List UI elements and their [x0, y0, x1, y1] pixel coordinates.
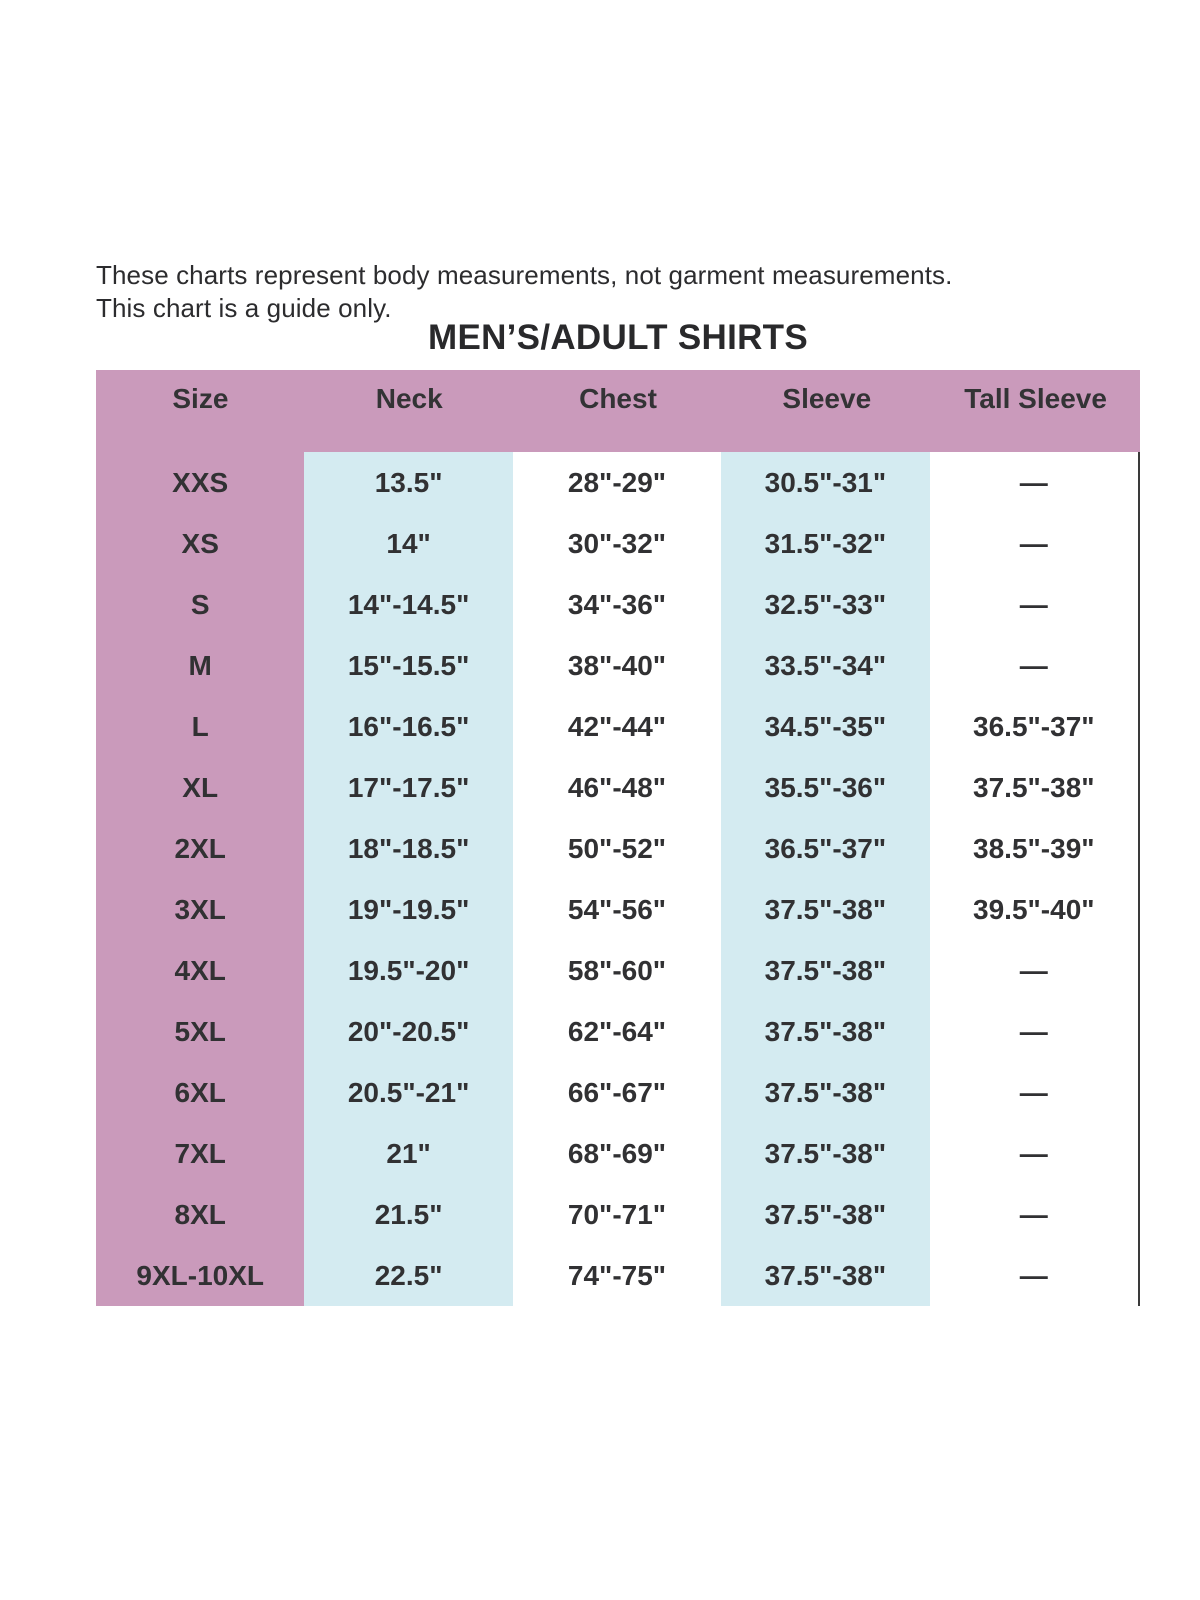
size-label-xs: XS [96, 513, 304, 574]
cell-7xl-tall-sleeve: — [930, 1123, 1138, 1184]
size-label-4xl: 4XL [96, 940, 304, 1001]
cell-xs-tall-sleeve: — [930, 513, 1138, 574]
cell-8xl-sleeve: 37.5"-38" [721, 1184, 929, 1245]
size-chart-table [96, 370, 1140, 1306]
cell-6xl-sleeve: 37.5"-38" [721, 1062, 929, 1123]
cell-2xl-sleeve: 36.5"-37" [721, 818, 929, 879]
cell-3xl-tall-sleeve: 39.5"-40" [930, 879, 1138, 940]
cell-5xl-tall-sleeve: — [930, 1001, 1138, 1062]
cell-2xl-tall-sleeve: 38.5"-39" [930, 818, 1138, 879]
disclaimer-line-2: This chart is a guide only. [96, 293, 392, 323]
cell-5xl-sleeve: 37.5"-38" [721, 1001, 929, 1062]
cell-5xl-neck: 20"-20.5" [304, 1001, 512, 1062]
column-header-neck: Neck [305, 370, 514, 452]
cell-xxs-chest: 28"-29" [513, 452, 721, 513]
cell-7xl-chest: 68"-69" [513, 1123, 721, 1184]
cell-s-tall-sleeve: — [930, 574, 1138, 635]
cell-4xl-chest: 58"-60" [513, 940, 721, 1001]
column-header-chest: Chest [514, 370, 723, 452]
cell-7xl-neck: 21" [304, 1123, 512, 1184]
cell-4xl-neck: 19.5"-20" [304, 940, 512, 1001]
cell-xl-sleeve: 35.5"-36" [721, 757, 929, 818]
cell-xs-chest: 30"-32" [513, 513, 721, 574]
cell-6xl-tall-sleeve: — [930, 1062, 1138, 1123]
cell-9xl-10xl-chest: 74"-75" [513, 1245, 721, 1306]
size-label-xxs: XXS [96, 452, 304, 513]
cell-xxs-tall-sleeve: — [930, 452, 1138, 513]
cell-2xl-neck: 18"-18.5" [304, 818, 512, 879]
cell-s-sleeve: 32.5"-33" [721, 574, 929, 635]
cell-3xl-neck: 19"-19.5" [304, 879, 512, 940]
table-body [96, 452, 1140, 1306]
cell-l-sleeve: 34.5"-35" [721, 696, 929, 757]
cell-9xl-10xl-tall-sleeve: — [930, 1245, 1138, 1306]
cell-9xl-10xl-neck: 22.5" [304, 1245, 512, 1306]
size-label-3xl: 3XL [96, 879, 304, 940]
size-label-2xl: 2XL [96, 818, 304, 879]
column-header-sleeve: Sleeve [722, 370, 931, 452]
cell-s-chest: 34"-36" [513, 574, 721, 635]
column-header-size: Size [96, 370, 305, 452]
cell-xxs-sleeve: 30.5"-31" [721, 452, 929, 513]
cell-6xl-neck: 20.5"-21" [304, 1062, 512, 1123]
cell-6xl-chest: 66"-67" [513, 1062, 721, 1123]
cell-8xl-chest: 70"-71" [513, 1184, 721, 1245]
size-label-7xl: 7XL [96, 1123, 304, 1184]
column-header-tall-sleeve: Tall Sleeve [931, 370, 1140, 452]
size-label-m: M [96, 635, 304, 696]
cell-m-tall-sleeve: — [930, 635, 1138, 696]
size-label-xl: XL [96, 757, 304, 818]
cell-9xl-10xl-sleeve: 37.5"-38" [721, 1245, 929, 1306]
cell-l-neck: 16"-16.5" [304, 696, 512, 757]
cell-8xl-neck: 21.5" [304, 1184, 512, 1245]
cell-xl-chest: 46"-48" [513, 757, 721, 818]
disclaimer-line-1: These charts represent body measurements, not garment measurements. [96, 260, 953, 290]
cell-m-neck: 15"-15.5" [304, 635, 512, 696]
cell-m-chest: 38"-40" [513, 635, 721, 696]
cell-xl-neck: 17"-17.5" [304, 757, 512, 818]
cell-7xl-sleeve: 37.5"-38" [721, 1123, 929, 1184]
cell-4xl-tall-sleeve: — [930, 940, 1138, 1001]
cell-xxs-neck: 13.5" [304, 452, 512, 513]
size-label-l: L [96, 696, 304, 757]
cell-s-neck: 14"-14.5" [304, 574, 512, 635]
table-header-row [96, 370, 1140, 452]
cell-m-sleeve: 33.5"-34" [721, 635, 929, 696]
size-label-6xl: 6XL [96, 1062, 304, 1123]
size-label-8xl: 8XL [96, 1184, 304, 1245]
cell-l-chest: 42"-44" [513, 696, 721, 757]
cell-4xl-sleeve: 37.5"-38" [721, 940, 929, 1001]
chart-title: MEN’S/ADULT SHIRTS [427, 318, 809, 357]
size-label-5xl: 5XL [96, 1001, 304, 1062]
cell-5xl-chest: 62"-64" [513, 1001, 721, 1062]
cell-l-tall-sleeve: 36.5"-37" [930, 696, 1138, 757]
cell-xs-neck: 14" [304, 513, 512, 574]
cell-xl-tall-sleeve: 37.5"-38" [930, 757, 1138, 818]
cell-3xl-sleeve: 37.5"-38" [721, 879, 929, 940]
cell-2xl-chest: 50"-52" [513, 818, 721, 879]
disclaimer [96, 259, 952, 325]
cell-8xl-tall-sleeve: — [930, 1184, 1138, 1245]
cell-3xl-chest: 54"-56" [513, 879, 721, 940]
size-label-s: S [96, 574, 304, 635]
size-label-9xl-10xl: 9XL-10XL [96, 1245, 304, 1306]
cell-xs-sleeve: 31.5"-32" [721, 513, 929, 574]
